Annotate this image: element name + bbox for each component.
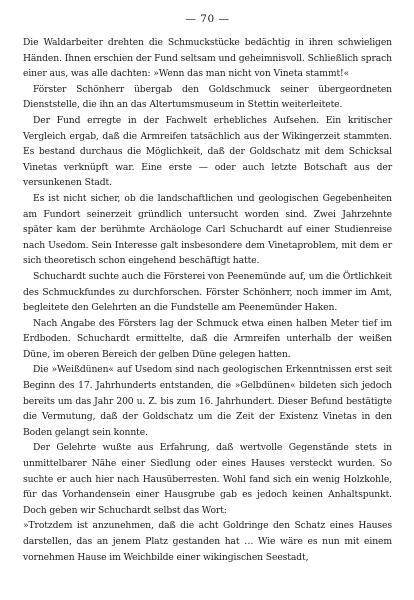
paragraph-9-quote: »Trotzdem ist anzunehmen, daß die acht Goldringe den Schatz eines Hauses darstellen, das an jenem Platz gestanden hat … Wie wäre es nun mit einem vornehmen Hause im Weichbilde einer wikingischen Seestadt, (23, 520, 392, 563)
paragraph-1: Die Waldarbeiter drehten die Schmuckstücke bedächtig in ihren schwieligen Händen. Ihnen erschien der Fund seltsam und geheimnisvoll. Schließlich sprach einer aus, was alle dachten: »Wenn das man nicht von Vineta stammt!« (23, 37, 392, 80)
paragraph-8: Der Gelehrte wußte aus Erfahrung, daß wertvolle Gegenstände stets in unmittelbarer Nähe einer Siedlung oder eines Hauses versteckt wurden. So suchte er auch hier nach Hausüberresten. Wohl fand sich ein wenig Holzkohle, für das Vorhandensein einer Hausgrube gab es jedoch keinen Anhaltspunkt. Doch geben wir Schuchardt selbst das Wort: (23, 442, 392, 516)
paragraph-2: Förster Schönherr übergab den Goldschmuck seiner übergeordneten Dienststelle, die ihn an das Altertumsmuseum in Stettin weiterleitete. (23, 83, 392, 111)
paragraph-5: Schuchardt suchte auch die Försterei von Peenemünde auf, um die Örtlichkeit des Schmuckfundes zu durchforschen. Förster Schönherr, noch immer im Amt, begleitete den Gelehrten an die Fundstelle am Peenemünder Haken. (23, 270, 392, 314)
body-text (23, 35, 392, 565)
paragraph-3: Der Fund erregte in der Fachwelt erhebliches Aufsehen. Ein kritischer Vergleich ergab, daß die Armreifen tatsächlich aus der Wikingerzeit stammten. Es bestand durchaus die Möglichkeit, daß der Goldschatz mit dem Schicksal Vinetas verknüpft war. Eine erste — oder auch letzte Botschaft aus der versunkenen Stadt. (23, 114, 392, 189)
paragraph-7: Die »Weißdünen« auf Usedom sind nach geologischen Erkenntnissen erst seit Beginn des 17. Jahrhunderts entstanden, die »Gelbdünen« bildeten sich jedoch bereits um das Jahr 200 u. Z. bis zum 16. Jahrhundert. Dieser Befund bestätigte die Vermutung, daß der Goldschatz um die Zeit der Existenz Vinetas in den Boden gelangt sein konnte. (23, 364, 392, 438)
paragraph-6: Nach Angabe des Försters lag der Schmuck etwa einen halben Meter tief im Erdboden. Schuchardt ermittelte, daß die Armreifen unterhalb der weißen Düne, im oberen Bereich der gelben Düne gelegen hatten. (23, 317, 392, 360)
page-number: — 70 — (185, 13, 230, 25)
paragraph-4: Es ist nicht sicher, ob die landschaftlichen und geologischen Gegebenheiten am Fundort seinerzeit gründlich untersucht worden sind. Zwei Jahrzehnte später kam der berühmte Archäologe Carl Schuchardt auf einer Studienreise nach Usedom. Sein Interesse galt insbesondere dem Vinetaproblem, mit dem er sich theoretisch schon eingehend beschäftigt hatte. (23, 192, 392, 267)
